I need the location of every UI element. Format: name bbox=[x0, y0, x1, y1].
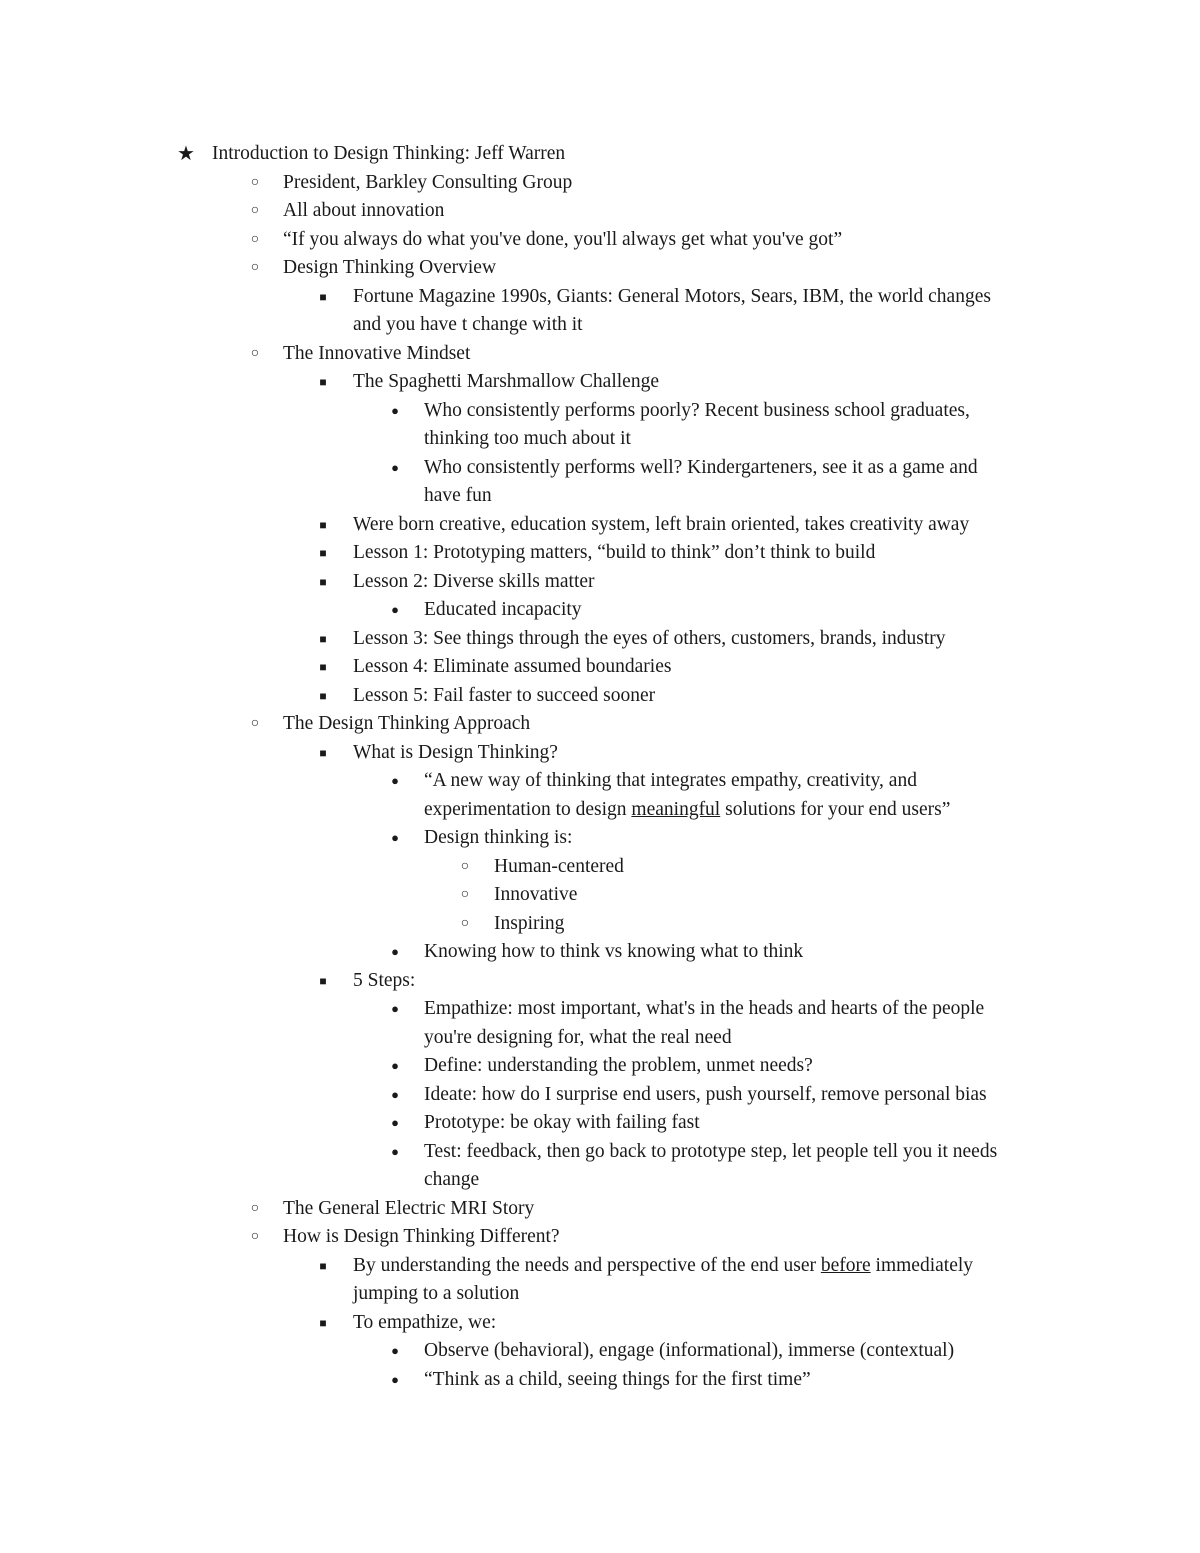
bullet-marker: ○ bbox=[250, 1229, 260, 1244]
outline-item-text: Introduction to Design Thinking: Jeff Warren bbox=[212, 143, 566, 164]
outline-item-text: President, Barkley Consulting Group bbox=[283, 171, 573, 193]
outline-item-text: jumping to a solution bbox=[353, 1283, 520, 1304]
bullet-marker: ○ bbox=[250, 203, 260, 218]
bullet-marker: ■ bbox=[319, 546, 327, 560]
outline-item-text: have fun bbox=[424, 485, 492, 506]
outline-item-text: Ideate: how do I surprise end users, push yourself, remove personal bias bbox=[424, 1083, 987, 1105]
bullet-marker: ● bbox=[391, 1058, 399, 1073]
outline-item-text: Lesson 2: Diverse skills matter bbox=[353, 570, 595, 592]
bullet-marker: ■ bbox=[319, 289, 327, 304]
outline-item-text: Were born creative, education system, left brain oriented, takes creativity away bbox=[353, 513, 970, 535]
outline-item-text: Who consistently performs poorly? Recent business school graduates, bbox=[424, 399, 970, 421]
outline-item-text: All about innovation bbox=[283, 200, 445, 221]
bullet-marker: ★ bbox=[177, 143, 195, 165]
bullet-marker: ● bbox=[391, 602, 399, 617]
bullet-marker: ○ bbox=[460, 887, 470, 902]
bullet-marker: ● bbox=[391, 1115, 399, 1130]
outline-item-text: Define: understanding the problem, unmet needs? bbox=[424, 1055, 813, 1076]
outline-item-text: Inspiring bbox=[494, 912, 565, 934]
bullet-marker: ○ bbox=[250, 345, 260, 361]
bullet-marker: ○ bbox=[460, 858, 470, 874]
outline-item-text: Lesson 5: Fail faster to succeed sooner bbox=[353, 684, 656, 706]
outline-item-text: The General Electric MRI Story bbox=[283, 1197, 535, 1219]
outline-item-text: The Innovative Mindset bbox=[283, 342, 471, 364]
outline-item-text: 5 Steps: bbox=[353, 969, 416, 991]
bullet-marker: ■ bbox=[319, 973, 327, 988]
outline-item-text: “Think as a child, seeing things for the first time” bbox=[424, 1368, 811, 1390]
bullet-marker: ■ bbox=[319, 631, 327, 646]
bullet-marker: ○ bbox=[460, 915, 470, 931]
outline-item-text: Design Thinking Overview bbox=[283, 257, 497, 278]
bullet-marker: ● bbox=[391, 773, 399, 788]
bullet-marker: ■ bbox=[319, 574, 327, 589]
outline-item-text: The Design Thinking Approach bbox=[283, 713, 531, 734]
bullet-marker: ● bbox=[391, 459, 399, 475]
outline-item-text: What is Design Thinking? bbox=[353, 741, 558, 763]
underlined-text: before bbox=[820, 1254, 871, 1276]
bullet-marker: ■ bbox=[319, 1258, 327, 1273]
bullet-marker: ○ bbox=[250, 260, 260, 275]
outline-item-text: Lesson 3: See things through the eyes of others, customers, brands, industry bbox=[353, 627, 946, 649]
outline-item-text: Prototype: be okay with failing fast bbox=[424, 1112, 700, 1133]
bullet-marker: ○ bbox=[250, 1200, 260, 1216]
bullet-marker: ■ bbox=[319, 375, 327, 389]
outline-item-text: Empathize: most important, what's in the heads and hearts of the people bbox=[424, 998, 985, 1019]
underlined-text: meaningful bbox=[631, 798, 721, 820]
outline-item-text: By understanding the needs and perspective of the end user before immediately bbox=[353, 1254, 974, 1276]
outline-item-text: Fortune Magazine 1990s, Giants: General Motors, Sears, IBM, the world changes bbox=[353, 285, 991, 307]
outline-item-text: Test: feedback, then go back to prototype step, let people tell you it needs bbox=[424, 1140, 998, 1162]
outline-item-text: How is Design Thinking Different? bbox=[283, 1226, 560, 1247]
bullet-marker: ● bbox=[391, 944, 399, 959]
outline-item-text: Design thinking is: bbox=[424, 827, 573, 848]
outline-item-text: “If you always do what you've done, you'll always get what you've got” bbox=[283, 228, 843, 250]
outline-item-text: The Spaghetti Marshmallow Challenge bbox=[353, 371, 659, 392]
bullet-marker: ○ bbox=[250, 231, 260, 247]
outline-item-text: Knowing how to think vs knowing what to think bbox=[424, 941, 804, 962]
outline-item-text: Who consistently performs well? Kindergarteners, see it as a game and bbox=[424, 456, 978, 478]
bullet-marker: ● bbox=[391, 830, 399, 845]
bullet-marker: ■ bbox=[319, 660, 327, 674]
outline-item-text: Educated incapacity bbox=[424, 599, 582, 620]
bullet-marker: ● bbox=[391, 1343, 399, 1358]
outline-item-text: To empathize, we: bbox=[353, 1311, 497, 1333]
bullet-marker: ■ bbox=[319, 688, 327, 703]
bullet-marker: ● bbox=[391, 1371, 399, 1387]
bullet-marker: ■ bbox=[319, 1315, 327, 1330]
outline-item-text: change bbox=[424, 1169, 480, 1190]
outline-item-text: Human-centered bbox=[494, 855, 624, 877]
outline-item-text: Observe (behavioral), engage (informational), immerse (contextual) bbox=[424, 1340, 955, 1361]
outline-item-text: thinking too much about it bbox=[424, 428, 631, 449]
bullet-marker: ■ bbox=[319, 517, 327, 532]
outline-item-text: Lesson 1: Prototyping matters, “build to think” don’t think to build bbox=[353, 542, 876, 563]
bullet-marker: ○ bbox=[250, 174, 260, 190]
outline-item-text: “A new way of thinking that integrates empathy, creativity, and bbox=[424, 770, 917, 791]
bullet-marker: ● bbox=[391, 1086, 399, 1102]
bullet-marker: ● bbox=[391, 1001, 399, 1016]
bullet-marker: ● bbox=[391, 1143, 399, 1159]
bullet-marker: ● bbox=[391, 402, 399, 418]
bullet-marker: ○ bbox=[250, 716, 260, 731]
outline-item-text: you're designing for, what the real need bbox=[424, 1026, 732, 1048]
outline-item-text: Lesson 4: Eliminate assumed boundaries bbox=[353, 656, 672, 677]
outline-item-text: and you have t change with it bbox=[353, 314, 583, 335]
outline-item-text: experimentation to design meaningful solutions for your end users” bbox=[424, 798, 951, 820]
bullet-marker: ■ bbox=[319, 745, 327, 760]
outline-item-text: Innovative bbox=[494, 884, 578, 905]
